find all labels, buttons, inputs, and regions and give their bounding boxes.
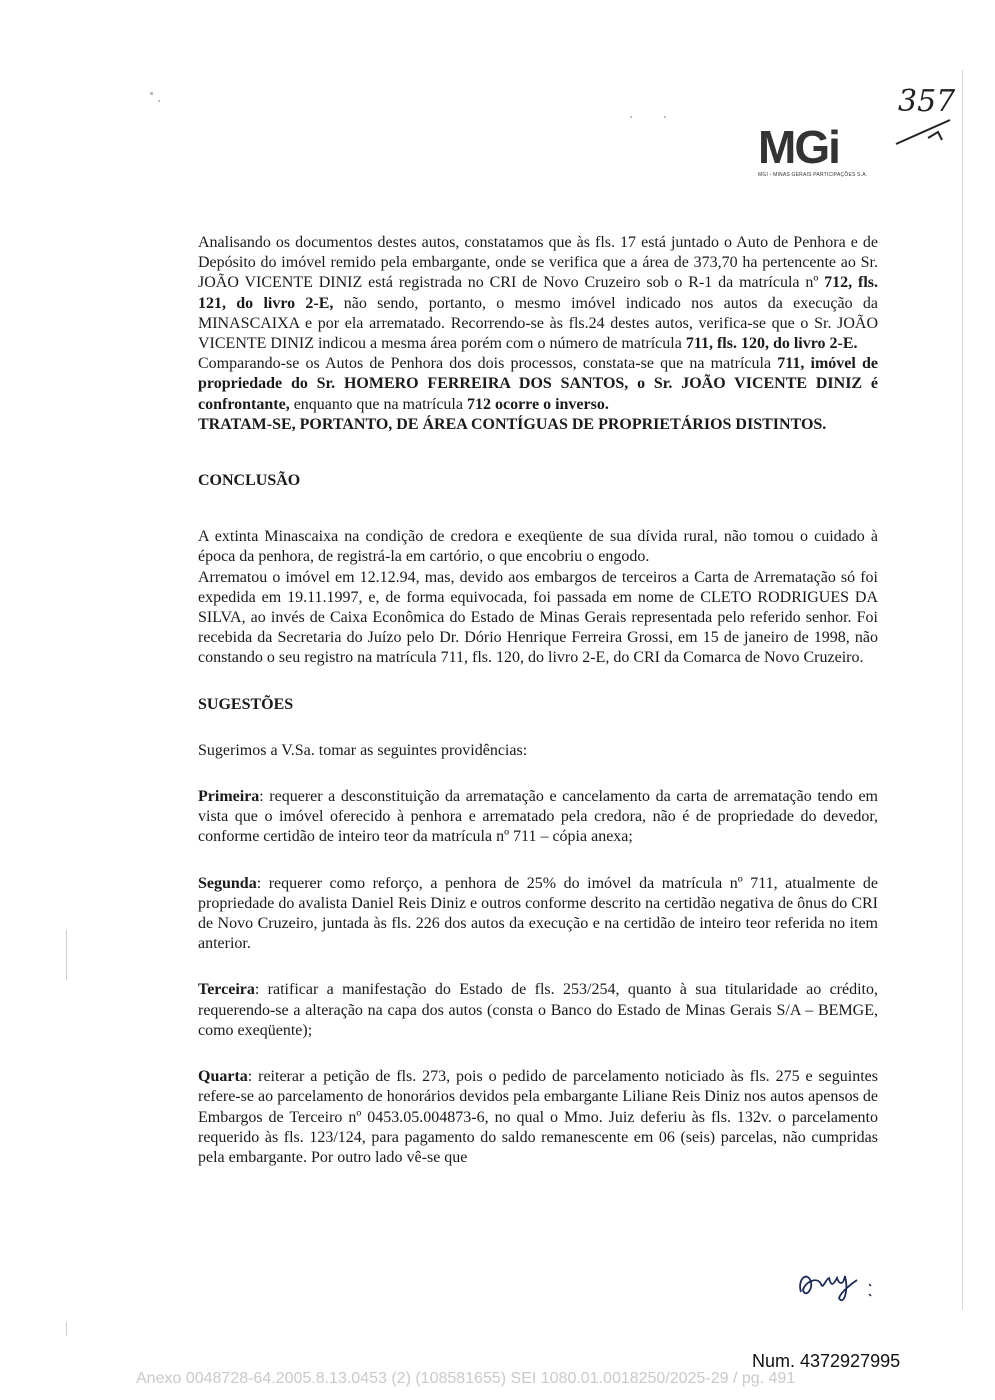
annex-reference: Anexo 0048728-64.2005.8.13.0453 (2) (108581655) SEI 1080.01.0018250/2025-29 / pg. 491: [136, 1370, 796, 1387]
suggestion-text: : reiterar a petição de fls. 273, pois o pedido de parcelamento noticiado às fls. 275 e seguintes refere-se ao parcelamento de honorários devidos pela embargante Liliane Reis Diniz nos autos apensos de Embargos de Terceiro nº 0453.05.004873-6, no qual o Mmo. Juiz deferiu às fls. 132v. o parcelamento requerido às fls. 123/124, para pagamento do saldo remanescente em 06 (seis) parcelas, não cumpridas pela embargante. Por outro lado vê-se que: [198, 1068, 878, 1166]
scan-dot: [150, 92, 153, 95]
text: Comparando-se os Autos de Penhora dos dois processos, constata-se que na matrícula: [198, 355, 778, 373]
paragraph-finding: TRATAM-SE, PORTANTO, DE ÁREA CONTÍGUAS DE PROPRIETÁRIOS DISTINTOS.: [198, 415, 827, 433]
text: Analisando os documentos destes autos, constatamos que às fls. 17 está juntado o Auto de Penhora e de Depósito do imóvel remido pela embargante, onde se verifica que a área de 373,70 ha pertencente ao Sr. JOÃO VICENTE DINIZ está registrada no CRI de Novo Cruzeiro sob o R-1 da matrícula nº: [198, 234, 878, 292]
suggestion-fourth: [198, 1067, 878, 1168]
stamp-flourish-icon: [890, 110, 960, 150]
logo-mark: MGi: [758, 121, 839, 173]
scan-edge: [962, 70, 963, 1310]
paragraph-analysis: [198, 233, 878, 354]
signature-icon: [795, 1262, 880, 1307]
scan-mark: [66, 930, 67, 980]
scan-dot: [158, 100, 160, 102]
paragraph-comparison: [198, 354, 878, 415]
heading-conclusion: CONCLUSÃO: [198, 472, 301, 490]
suggestion-label: Terceira: [198, 981, 255, 999]
document-number: Num. 4372927995: [752, 1351, 901, 1371]
suggestions-intro: Sugerimos a V.Sa. tomar as seguintes providências:: [198, 741, 528, 759]
scan-dot: [664, 116, 666, 118]
heading-suggestions: SUGESTÕES: [198, 695, 294, 713]
page-number-stamp: 357: [898, 84, 956, 119]
suggestion-label: Segunda: [198, 874, 257, 892]
paragraph-conclusion-2: Arrematou o imóvel em 12.12.94, mas, devido aos embargos de terceiros a Carta de Arrematação só foi expedida em 19.11.1997, e, de forma equivocada, foi passada em nome de CLETO RODRIGUES DA SILVA, ao invés de Caixa Econômica do Estado de Minas Gerais representada pelo referido senhor. Foi recebida da Secretaria do Juízo pelo Dr. Dório Henrique Ferreira Grossi, em 15 de janeiro de 1998, não constando o seu registro na matrícula 711, fls. 120, do livro 2-E, do CRI da Comarca de Novo Cruzeiro.: [198, 568, 878, 667]
company-logo: [758, 121, 878, 178]
suggestion-second: [198, 874, 878, 955]
suggestion-label: Quarta: [198, 1068, 248, 1086]
document-body: [198, 233, 878, 1168]
suggestion-text: : ratificar a manifestação do Estado de fls. 253/254, quanto à sua titularidade ao crédito, requerendo-se a alteração na capa dos autos (consta o Banco do Estado de Minas Gerais S/A – BEMGE, como exeqüente);: [198, 981, 878, 1039]
text-bold: 711, imóvel de propriedade do Sr. HOMERO FERREIRA DOS SANTOS, o Sr. JOÃO VICENTE DINIZ é confrontante,: [198, 355, 879, 413]
scan-mark: [66, 1322, 67, 1336]
paragraph-conclusion-1: A extinta Minascaixa na condição de credora e exeqüente de sua dívida rural, não tomou o cuidado à época da penhora, de registrá-la em cartório, o que encobriu o engodo.: [198, 528, 878, 566]
suggestion-label: Primeira: [198, 788, 260, 806]
suggestion-first: [198, 787, 878, 848]
text-bold: 712, fls. 121, do livro 2-E,: [198, 274, 879, 312]
scan-dot: [630, 116, 632, 118]
suggestion-third: [198, 980, 878, 1041]
logo-subtitle: MGI - MINAS GERAIS PARTICIPAÇÕES S.A.: [758, 172, 868, 178]
text-bold: 712 ocorre o inverso.: [466, 395, 609, 413]
text: enquanto que na matrícula: [289, 395, 467, 413]
text-bold: 711, fls. 120, do livro 2-E.: [685, 335, 858, 353]
suggestion-text: : requerer como reforço, a penhora de 25% do imóvel da matrícula nº 711, atualmente de propriedade do avalista Daniel Reis Diniz e outros conforme descrito na certidão negativa de ônus do CRI de Novo Cruzeiro, juntada às fls. 226 dos autos da execução e na certidão de inteiro teor referida no item anterior.: [198, 874, 878, 953]
suggestion-text: : requerer a desconstituição da arrematação e cancelamento da carta de arrematação tendo em vista que o imóvel oferecido à penhora e arrematado pela credora, não é de propriedade do devedor, conforme certidão de inteiro teor da matrícula nº 711 – cópia anexa;: [198, 788, 878, 846]
text: não sendo, portanto, o mesmo imóvel indicado nos autos da execução da MINASCAIXA e por ela arrematado. Recorrendo-se às fls.24 destes autos, verifica-se que o Sr. JOÃO VICENTE DINIZ indicou a mesma área porém com o número de matrícula: [198, 294, 878, 353]
